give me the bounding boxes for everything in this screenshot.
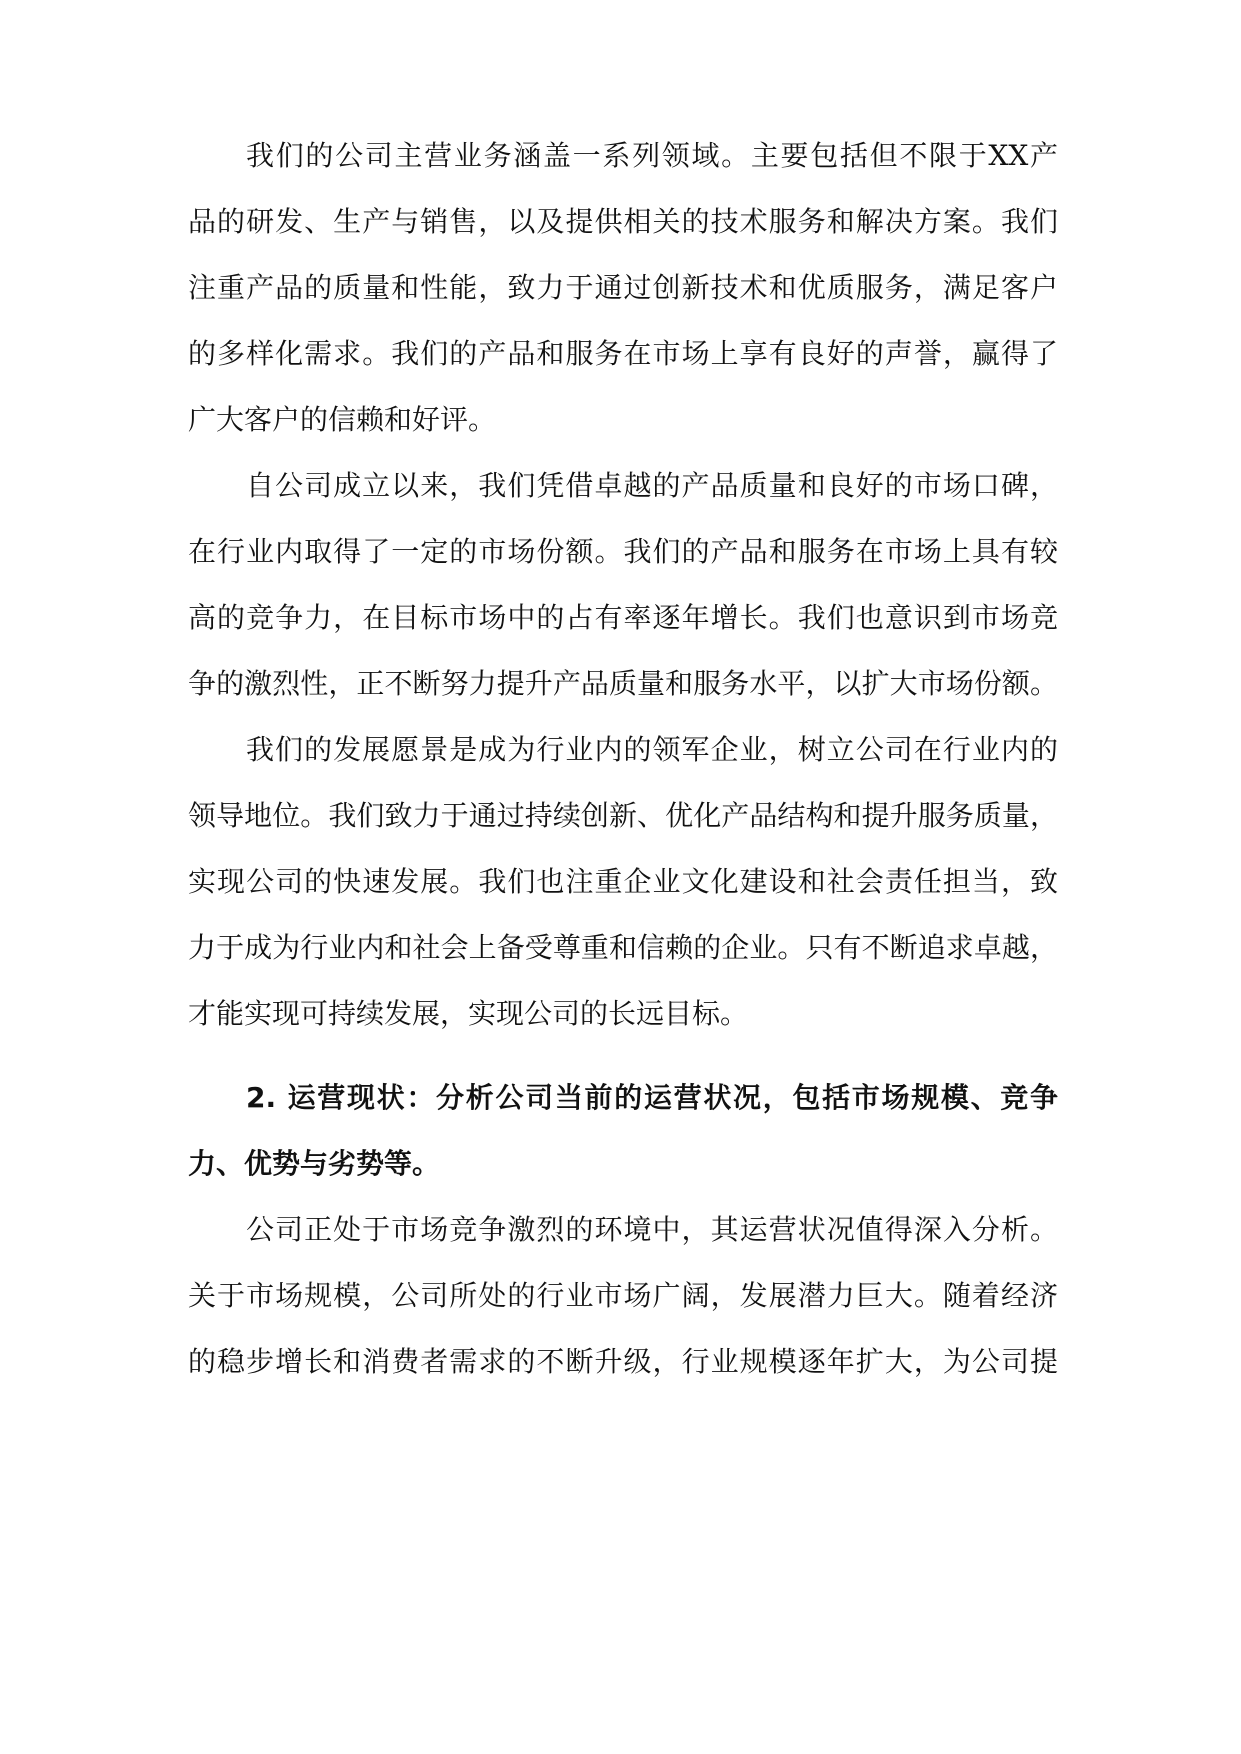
- paragraph-line: 实现公司的快速发展。我们也注重企业文化建设和社会责任担当，致: [188, 865, 1058, 898]
- paragraph-line: 在行业内取得了一定的市场份额。我们的产品和服务在市场上具有较: [188, 535, 1058, 568]
- paragraph-line: 我们的公司主营业务涵盖一系列领域。主要包括但不限于XX产: [246, 139, 1058, 172]
- paragraph-line: 的稳步增长和消费者需求的不断升级，行业规模逐年扩大，为公司提: [188, 1345, 1058, 1378]
- paragraph-line: 自公司成立以来，我们凭借卓越的产品质量和良好的市场口碑，: [246, 469, 1058, 502]
- paragraph-line: 领导地位。我们致力于通过持续创新、优化产品结构和提升服务质量，: [188, 799, 1058, 832]
- paragraph-line: 力于成为行业内和社会上备受尊重和信赖的企业。只有不断追求卓越，: [188, 931, 1058, 964]
- heading-line: 力、优势与劣势等。: [188, 1147, 441, 1180]
- paragraph-line: 争的激烈性，正不断努力提升产品质量和服务水平，以扩大市场份额。: [188, 667, 1058, 700]
- paragraph-line: 注重产品的质量和性能，致力于通过创新技术和优质服务，满足客户: [188, 271, 1058, 304]
- paragraph-line: 的多样化需求。我们的产品和服务在市场上享有良好的声誉，赢得了: [188, 337, 1058, 370]
- paragraph-line: 品的研发、生产与销售，以及提供相关的技术服务和解决方案。我们: [188, 205, 1058, 238]
- paragraph-line: 公司正处于市场竞争激烈的环境中，其运营状况值得深入分析。: [246, 1213, 1058, 1246]
- paragraph-line: 才能实现可持续发展，实现公司的长远目标。: [188, 997, 749, 1030]
- paragraph-line: 我们的发展愿景是成为行业内的领军企业，树立公司在行业内的: [246, 733, 1058, 766]
- paragraph-line: 高的竞争力，在目标市场中的占有率逐年增长。我们也意识到市场竞: [188, 601, 1058, 634]
- paragraph-line: 关于市场规模，公司所处的行业市场广阔，发展潜力巨大。随着经济: [188, 1279, 1058, 1312]
- paragraph-line: 广大客户的信赖和好评。: [188, 403, 497, 436]
- heading-line: 2. 运营现状：分析公司当前的运营状况，包括市场规模、竞争: [246, 1081, 1058, 1114]
